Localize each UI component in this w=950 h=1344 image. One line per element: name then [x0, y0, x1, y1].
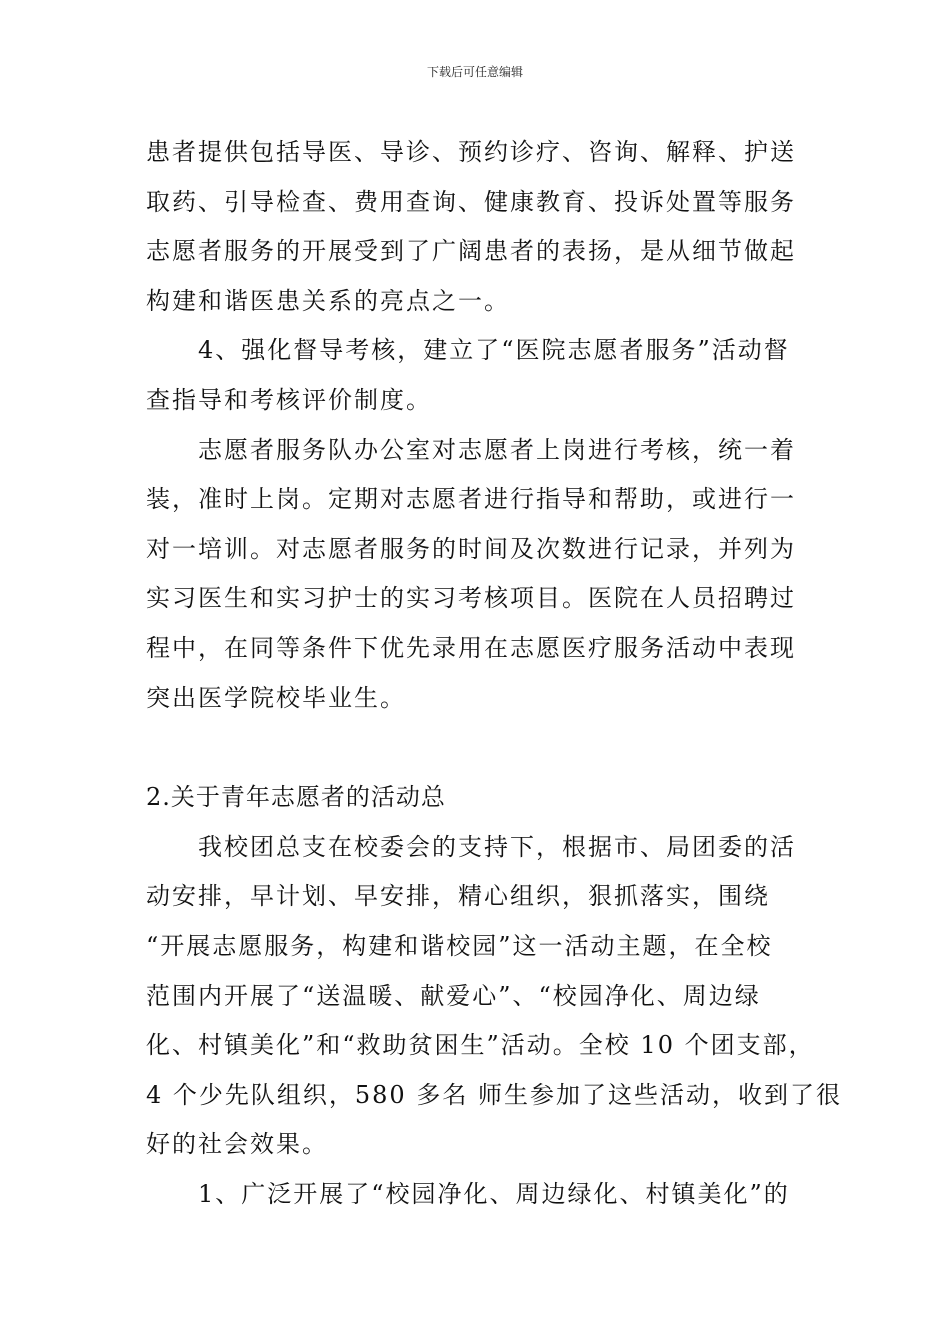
paragraph-line: 装，准时上岗。定期对志愿者进行指导和帮助，或进行一: [146, 485, 796, 514]
paragraph-line: 构建和谐医患关系的亮点之一。: [146, 286, 510, 315]
top-paragraphs: [146, 128, 810, 723]
paragraph-line: 范围内开展了“送温暖、献爱心”、“校园净化、周边绿: [146, 981, 761, 1010]
paragraph-line: 好的社会效果。: [146, 1130, 328, 1159]
paragraph-line: 化、村镇美化”和“救助贫困生”活动。全校 10 个团支部，: [146, 1031, 815, 1060]
paragraph-line: 实习医生和实习护士的实习考核项目。医院在人员招聘过: [146, 584, 796, 613]
paragraph-line: 志愿者服务队办公室对志愿者上岗进行考核，统一着: [198, 435, 796, 464]
paragraph-line: 志愿者服务的开展受到了广阔患者的表扬，是从细节做起: [146, 237, 796, 266]
paragraph-line: 4、强化督导考核，建立了“医院志愿者服务”活动督: [198, 336, 790, 365]
page-header-note: 下载后可任意编辑: [426, 65, 523, 79]
paragraph-line: 取药、引导检查、费用查询、健康教育、投诉处置等服务: [146, 187, 796, 216]
paragraph-line: 患者提供包括导医、导诊、预约诊疗、咨询、解释、护送: [146, 138, 796, 166]
paragraph-line: 程中，在同等条件下优先录用在志愿医疗服务活动中表现: [146, 633, 796, 662]
paragraph-line: 查指导和考核评价制度。: [146, 385, 432, 414]
paragraph: [146, 823, 842, 1170]
paragraph-line: 4 个少先队组织，580 多名 师生参加了这些活动，收到了很: [146, 1080, 842, 1109]
paragraph: [146, 326, 810, 425]
paragraph: [146, 1170, 810, 1220]
section-gap: [146, 723, 810, 773]
document-body: [146, 128, 842, 1219]
bottom-paragraphs: [146, 823, 842, 1220]
paragraph-line: “开展志愿服务，构建和谐校园”这一活动主题，在全校: [146, 931, 773, 960]
paragraph-line: 我校团总支在校委会的支持下，根据市、局团委的活: [198, 832, 796, 861]
paragraph: [146, 426, 810, 724]
paragraph-line: 对一培训。对志愿者服务的时间及次数进行记录，并列为: [146, 534, 796, 563]
paragraph: [146, 128, 810, 326]
section-title: 2.关于青年志愿者的活动总: [146, 783, 446, 812]
paragraph-line: 动安排，早计划、早安排，精心组织，狠抓落实，围绕: [146, 882, 770, 911]
paragraph-line: 1、广泛开展了“校园净化、周边绿化、村镇美化”的: [198, 1179, 790, 1208]
paragraph-line: 突出医学院校毕业生。: [146, 683, 406, 712]
